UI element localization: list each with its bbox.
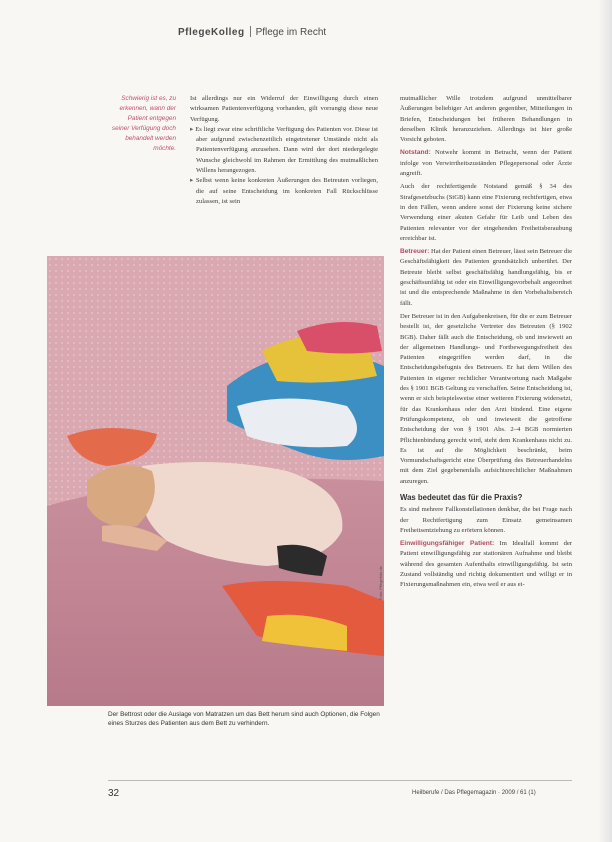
arrow-icon: ▸ — [190, 177, 196, 185]
bullet-paragraph: ▸ Es liegt zwar eine schriftliche Verfügung des Patienten vor. Diese ist aber aufgrund zwischenzeitlich eingetretener Umstände nicht als Patientenverfügung anzusehen. Dann wird der dort niedergelegte Wunsche gleichwohl im Rahmen der Ermittlung des mutmaßlichen Willens herangezogen. — [190, 125, 378, 175]
running-header — [178, 26, 326, 38]
paragraph: Ist allerdings nur ein Widerruf der Einwilligung durch einen wirksamen Patientenverfügung vorhanden, gilt vorrangig diese neue Verfügung. — [190, 95, 378, 123]
paragraph: Auch der rechtfertigende Notstand gemäß § 34 des Strafgesetzbuchs (StGB) kann eine Fixierung rechtfertigen, etwa in den Fällen, wenn andere sonst der Fixierung keine sichere Verwendung einer akuten Gefahr für Leib und Leben des Patienten relevanter vor der eingehenden Freiheitsberaubung erreichbar ist. — [400, 183, 572, 242]
photo-illustration — [47, 256, 384, 706]
paragraph: Betreuer: Hat der Patient einen Betreuer, lässt sein Betreuer die Geschäftsfähigkeit des Patienten grundsätzlich unberührt. Der Betreute bleibt selbst geschäftsfähig handlungsfähig, bis er geschäftsunfähig ist oder ein Einwilligungsvorbehalt angeordnet ist und die entsprechende Maßnahme in den Vorbehaltsbereich fällt. — [400, 248, 572, 307]
paragraph: Einwilligungsfähiger Patient: Im Idealfall kommt der Patient einwilligungsfähig zur stationären Aufnahme und bleibt während des gesamten Aufenthalts einwilligungsfähig. Ist sein Zustand vollständig und richtig dokumentiert und willigt er in Fixierungsmaßnahmen ein, etwa weil er aus ei- — [400, 540, 572, 589]
paragraph-lead: Einwilligungsfähiger Patient: — [400, 540, 495, 548]
photo-credit: Foto: Pflegefoto.de — [378, 566, 383, 600]
section-heading: Was bedeutet das für die Praxis? — [400, 492, 523, 502]
paragraph: Es sind mehrere Fallkonstellationen denkbar, die bei Frage nach der Rechtfertigung zum Einsatz gemeinsamen Freiheitsentziehung zu erörtern können. — [400, 506, 572, 534]
header-topic: Pflege im Recht — [255, 27, 327, 38]
paragraph: Der Betreuer ist in den Aufgabenkreisen, für die er zum Betreuer bestellt ist, der gesetzliche Vertreter des Betreuten (§ 1902 BGB). Daher fällt auch die Entscheidung, ob und inwieweit an der allgemeinen Handlungs- und Fortbewegungsfreiheit des Patienten eingegriffen werden darf, in die Entscheidungsbefugnis des Betreuers. Er hat dem Willen des Patienten in eigener rechtlicher Verantwortung nach Maßgabe des § 1901 BGB Geltung zu verschaffen. Seine Entscheidung ist, wenn er sich beispielsweise einer weiteren Fixierung widersetzt, für das Krankenhaus oder den Arzt bindend. Eine eigene Prüfungskompetenz, ob und inwieweit die getroffene Entscheidung der von § 1901 Abs. 2–4 BGB normierten Pflichtenbindung gerecht wird, steht dem Krankenhaus nicht zu. Es ist auf die Möglichkeit beschränkt, beim Vormundschaftsgericht eine Überprüfung des Betreuerhandelns mit dem Ziel gegebenenfalls aufsichtsrechtlicher Maßnahmen anzuregen. — [400, 312, 572, 485]
header-divider — [250, 26, 251, 37]
header-section: PflegeKolleg — [178, 27, 245, 38]
photo-caption: Der Bettrost oder die Auslage von Matratzen um das Bett herum sind auch Optionen, die Folgen eines Sturzes des Patienten aus dem Bett zu verhindern. — [108, 711, 380, 727]
arrow-icon: ▸ — [190, 125, 196, 133]
paragraph-lead: Betreuer: — [400, 248, 430, 256]
journal-footer: Heilberufe / Das Pflegemagazin · 2009 / 61 (1) — [412, 790, 536, 796]
paragraph: mutmaßlicher Wille trotzdem aufgrund unmittelbarer Äußerungen beliebiger Art anderen gegenüber, Mitteilungen in Briefen, Entscheidungen bei früheren Behandlungen in derselben Klinik heranzuziehen. Allerdings ist hier große Vorsicht geboten. — [400, 95, 572, 144]
page-number: 32 — [108, 788, 120, 799]
bullet-paragraph: ▸ Selbst wenn keine konkreten Äußerungen des Betreuten vorliegen, die auf seine Entscheidung im konkreten Fall Rückschlüsse zulassen, ist sein — [190, 177, 378, 205]
pull-quote: Schwierig ist es, zu erkennen, wann der Patient entgegen seiner Verfügung doch behandelt werden möchte. — [111, 95, 176, 152]
paragraph-lead: Notstand: — [400, 149, 431, 157]
footer-rule — [108, 780, 572, 781]
text-column-right — [400, 94, 572, 594]
text-column-left — [190, 94, 378, 207]
page-edge-shadow — [598, 0, 612, 842]
paragraph: Notstand: Notwehr kommt in Betracht, wenn der Patient infolge von Verwirrtheitszuständen Pflegepersonal oder Ärzte angreift. — [400, 149, 572, 178]
article-photo — [47, 256, 384, 706]
